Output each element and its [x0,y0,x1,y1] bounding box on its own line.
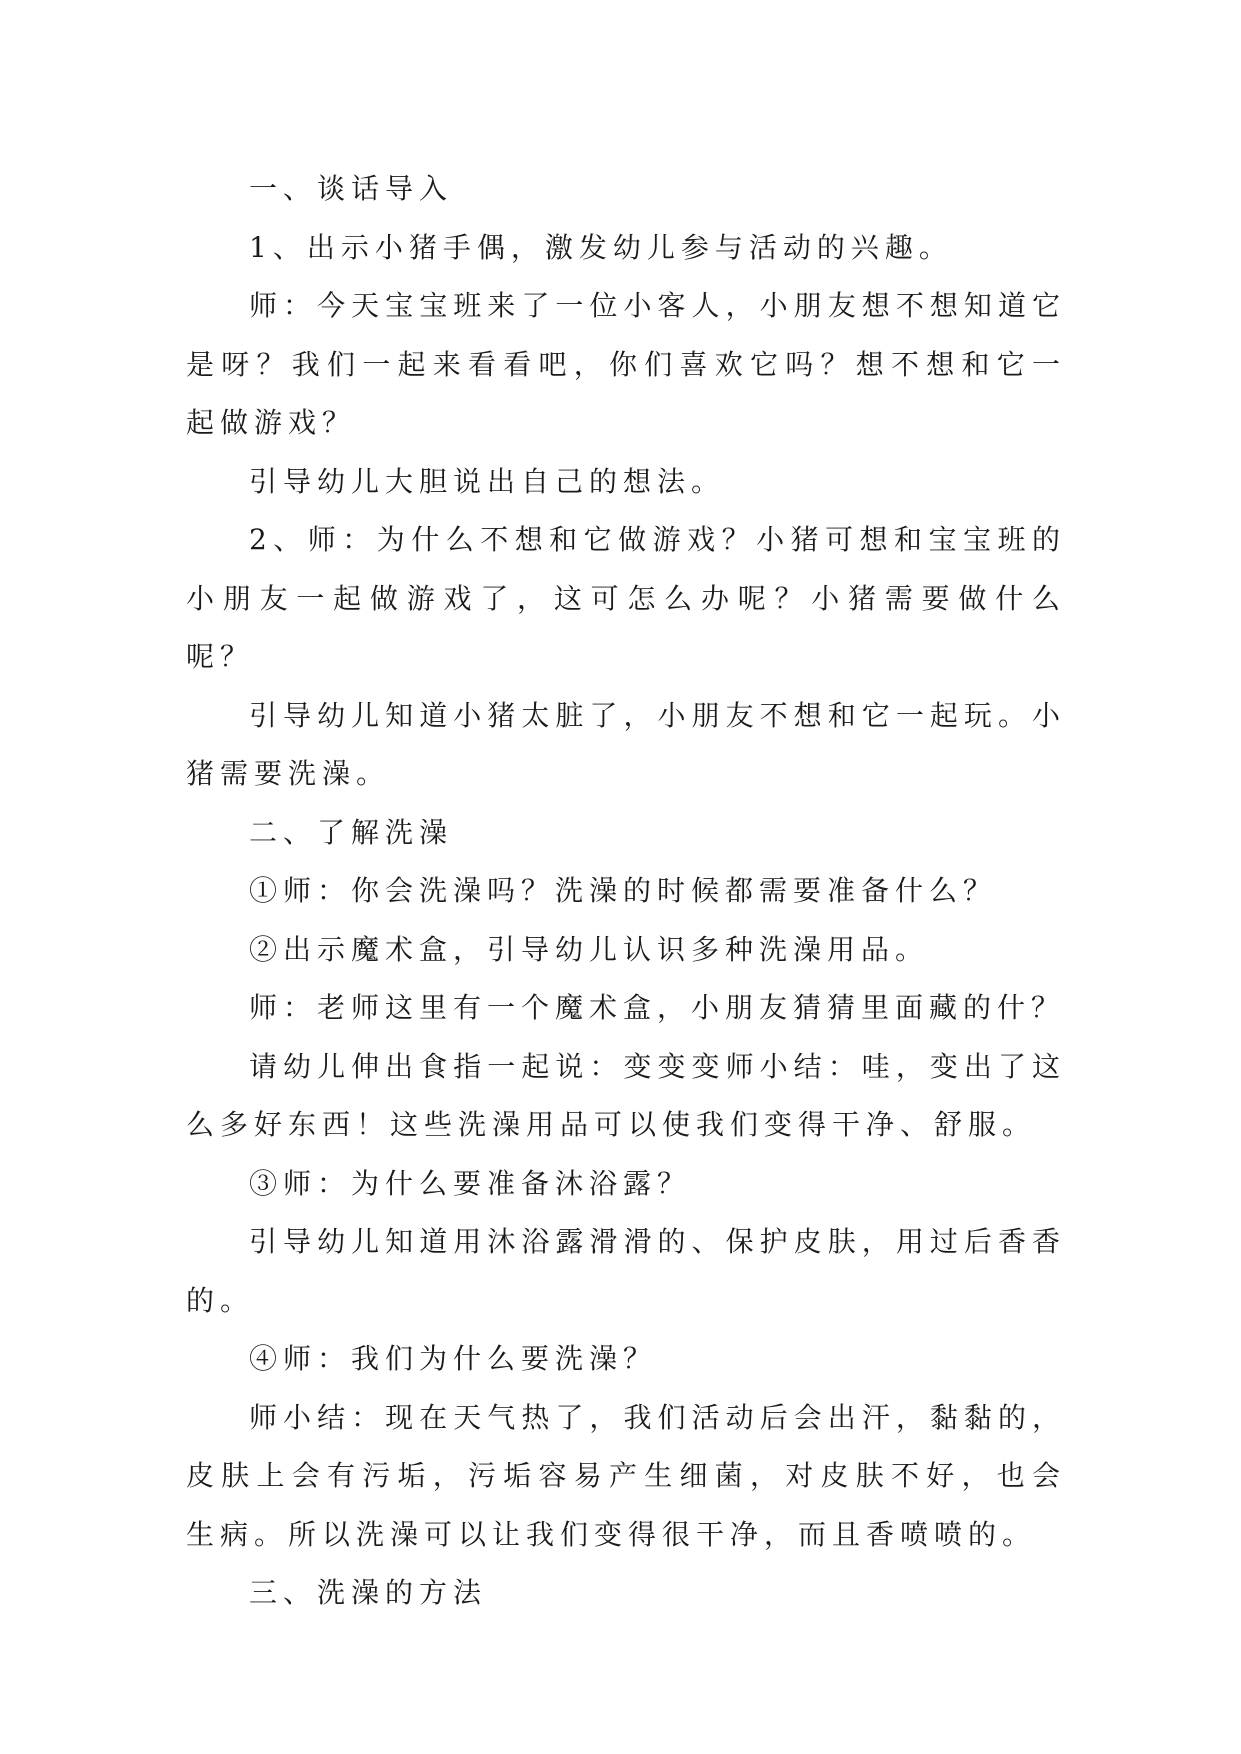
paragraph: ②出示魔术盒，引导幼儿认识多种洗澡用品。 [249,932,930,966]
paragraph: 请幼儿伸出食指一起说：变变变师小结：哇，变出了这么多好东西！这些洗澡用品可以使我们变得干净、舒服。 [186,1049,1066,1141]
paragraph: 引导幼儿知道小猪太脏了，小朋友不想和它一起玩。小猪需要洗澡。 [186,698,1066,790]
document-page [186,160,1066,1623]
heading-talk-intro: 一、谈话导入 [249,172,454,205]
paragraph: 引导幼儿知道用沐浴露滑滑的、保护皮肤，用过后香香的。 [186,1225,1066,1317]
paragraph: 引导幼儿大胆说出自己的想法。 [249,464,726,498]
paragraph: 师：老师这里有一个魔术盒，小朋友猜猜里面藏的什？ [249,991,1066,1024]
paragraph: ①师：你会洗澡吗？洗澡的时候都需要准备什么？ [249,874,998,907]
paragraph: ③师：为什么要准备沐浴露？ [249,1166,692,1200]
heading-bathing-method: 三、洗澡的方法 [249,1576,488,1609]
paragraph: 师：今天宝宝班来了一位小客人，小朋友想不想知道它是呀？我们一起来看看吧，你们喜欢它吗？想不想和它一起做游戏？ [186,289,1066,439]
paragraph: 1、出示小猪手偶，激发幼儿参与活动的兴趣。 [249,230,953,264]
paragraph: 2、师：为什么不想和它做游戏？小猪可想和宝宝班的小朋友一起做游戏了，这可怎么办呢？小猪需要做什么呢？ [186,523,1066,673]
paragraph: ④师：我们为什么要洗澡？ [249,1342,658,1375]
heading-understand-bathing: 二、了解洗澡 [249,815,454,849]
paragraph: 师小结：现在天气热了，我们活动后会出汗，黏黏的，皮肤上会有污垢，污垢容易产生细菌，对皮肤不好，也会生病。所以洗澡可以让我们变得很干净，而且香喷喷的。 [186,1400,1066,1551]
